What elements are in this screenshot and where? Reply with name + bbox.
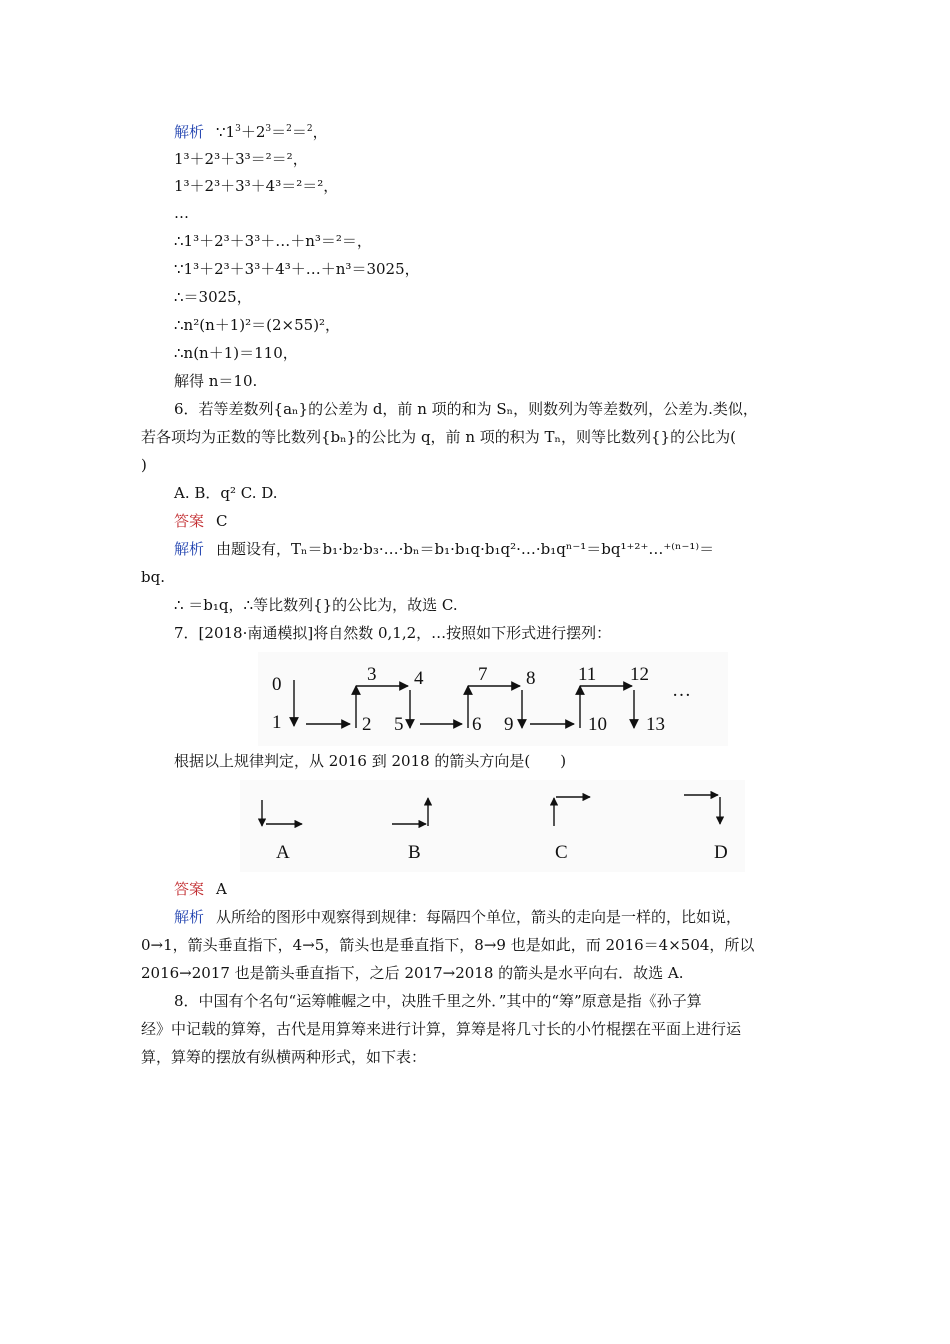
q7-stem: 7．[2018·南通模拟]将自然数 0,1,2，…按照如下形式进行摆列： <box>174 624 612 642</box>
solution-label: 解析 <box>174 540 205 558</box>
solution5-line9: ∴n(n＋1)＝110， <box>174 344 298 362</box>
seq-num-6: 6 <box>472 714 482 735</box>
solution5-line5: ∴1³＋2³＋3³＋…＋n³＝²＝， <box>174 232 372 250</box>
answer-label: 答案 <box>174 880 205 898</box>
choice-label-d: D <box>714 842 728 863</box>
solution5-line8: ∴n²(n＋1)²＝(2×55)²， <box>174 316 341 334</box>
solution5-line4: … <box>174 204 189 222</box>
solution5-line3: 1³＋2³＋3³＋4³＝²＝²， <box>174 177 339 195</box>
seq-num-9: 9 <box>504 714 514 735</box>
seq-num-10: 10 <box>588 714 607 735</box>
q6-solution-line2: bq. <box>141 568 165 586</box>
solution-label: 解析 <box>174 908 205 926</box>
seq-ellipsis: … <box>672 680 691 701</box>
seq-num-2: 2 <box>362 714 372 735</box>
choice-label-b: B <box>408 842 421 863</box>
seq-num-5: 5 <box>394 714 404 735</box>
choices-arrows-svg <box>240 780 745 872</box>
sequence-figure <box>258 652 728 746</box>
solution5-line1: 解析 $\because 1^3+2^3=^2=^2$， <box>174 123 328 141</box>
solution5-line7: ∴＝3025， <box>174 288 252 306</box>
q6-solution-line3: ∴ ＝b₁q，∴等比数列{}的公比为，故选 C. <box>174 596 458 614</box>
seq-num-13: 13 <box>646 714 665 735</box>
q6-stem-line3: ) <box>141 456 147 474</box>
seq-num-8: 8 <box>526 668 536 689</box>
q7-solution-line1: 解析 从所给的图形中观察得到规律：每隔四个单位，箭头的走向是一样的，比如说， <box>174 908 742 926</box>
q6-stem-line1: 6．若等差数列{aₙ}的公差为 d，前 n 项的和为 Sₙ，则数列为等差数列，公差为.类似， <box>174 400 758 418</box>
sequence-arrows-svg <box>258 652 728 746</box>
seq-num-4: 4 <box>414 668 424 689</box>
seq-num-7: 7 <box>478 664 488 685</box>
choice-label-a: A <box>276 842 290 863</box>
q6-options: A. B．q² C. D. <box>174 484 278 502</box>
solution5-line6: ∵1³＋2³＋3³＋4³＋…＋n³＝3025， <box>174 260 420 278</box>
q6-solution-line1: 解析 由题设有，Tₙ＝b₁·b₂·b₃·…·bₙ＝b₁·b₁q·b₁q²·…·b₁qⁿ⁻¹＝bq¹⁺²⁺…⁺⁽ⁿ⁻¹⁾＝ <box>174 540 715 558</box>
q8-line1: 8．中国有个名句“运筹帷幄之中，决胜千里之外．”其中的“筹”原意是指《孙子算 <box>174 992 702 1010</box>
seq-num-0: 0 <box>272 674 282 695</box>
choice-label-c: C <box>555 842 568 863</box>
q7-answer: 答案 A <box>174 880 227 898</box>
q7-solution-line3: 2016→2017 也是箭头垂直指下，之后 2017→2018 的箭头是水平向右．故选 A. <box>141 964 684 982</box>
seq-num-1: 1 <box>272 712 282 733</box>
answer-label: 答案 <box>174 512 205 530</box>
seq-num-3: 3 <box>367 664 377 685</box>
choices-figure <box>240 780 745 872</box>
q8-line3: 算，算筹的摆放有纵横两种形式，如下表： <box>141 1048 427 1066</box>
q8-line2: 经》中记载的算筹，古代是用算筹来进行计算，算筹是将几寸长的小竹棍摆在平面上进行运 <box>141 1020 742 1038</box>
solution-label: 解析 <box>174 123 205 141</box>
q7-question: 根据以上规律判定，从 2016 到 2018 的箭头方向是( ) <box>174 752 567 770</box>
seq-num-12: 12 <box>630 664 649 685</box>
q6-answer: 答案 C <box>174 512 228 530</box>
solution5-line10: 解得 n＝10. <box>174 372 258 390</box>
q6-stem-line2: 若各项均为正数的等比数列{bₙ}的公比为 q，前 n 项的积为 Tₙ，则等比数列{}的公比为( <box>141 428 736 446</box>
q7-solution-line2: 0→1，箭头垂直指下，4→5，箭头也是垂直指下，8→9 也是如此，而 2016＝4×504，所以 <box>141 936 755 954</box>
seq-num-11: 11 <box>578 664 597 685</box>
solution5-line2: 1³＋2³＋3³＝²＝²， <box>174 150 308 168</box>
